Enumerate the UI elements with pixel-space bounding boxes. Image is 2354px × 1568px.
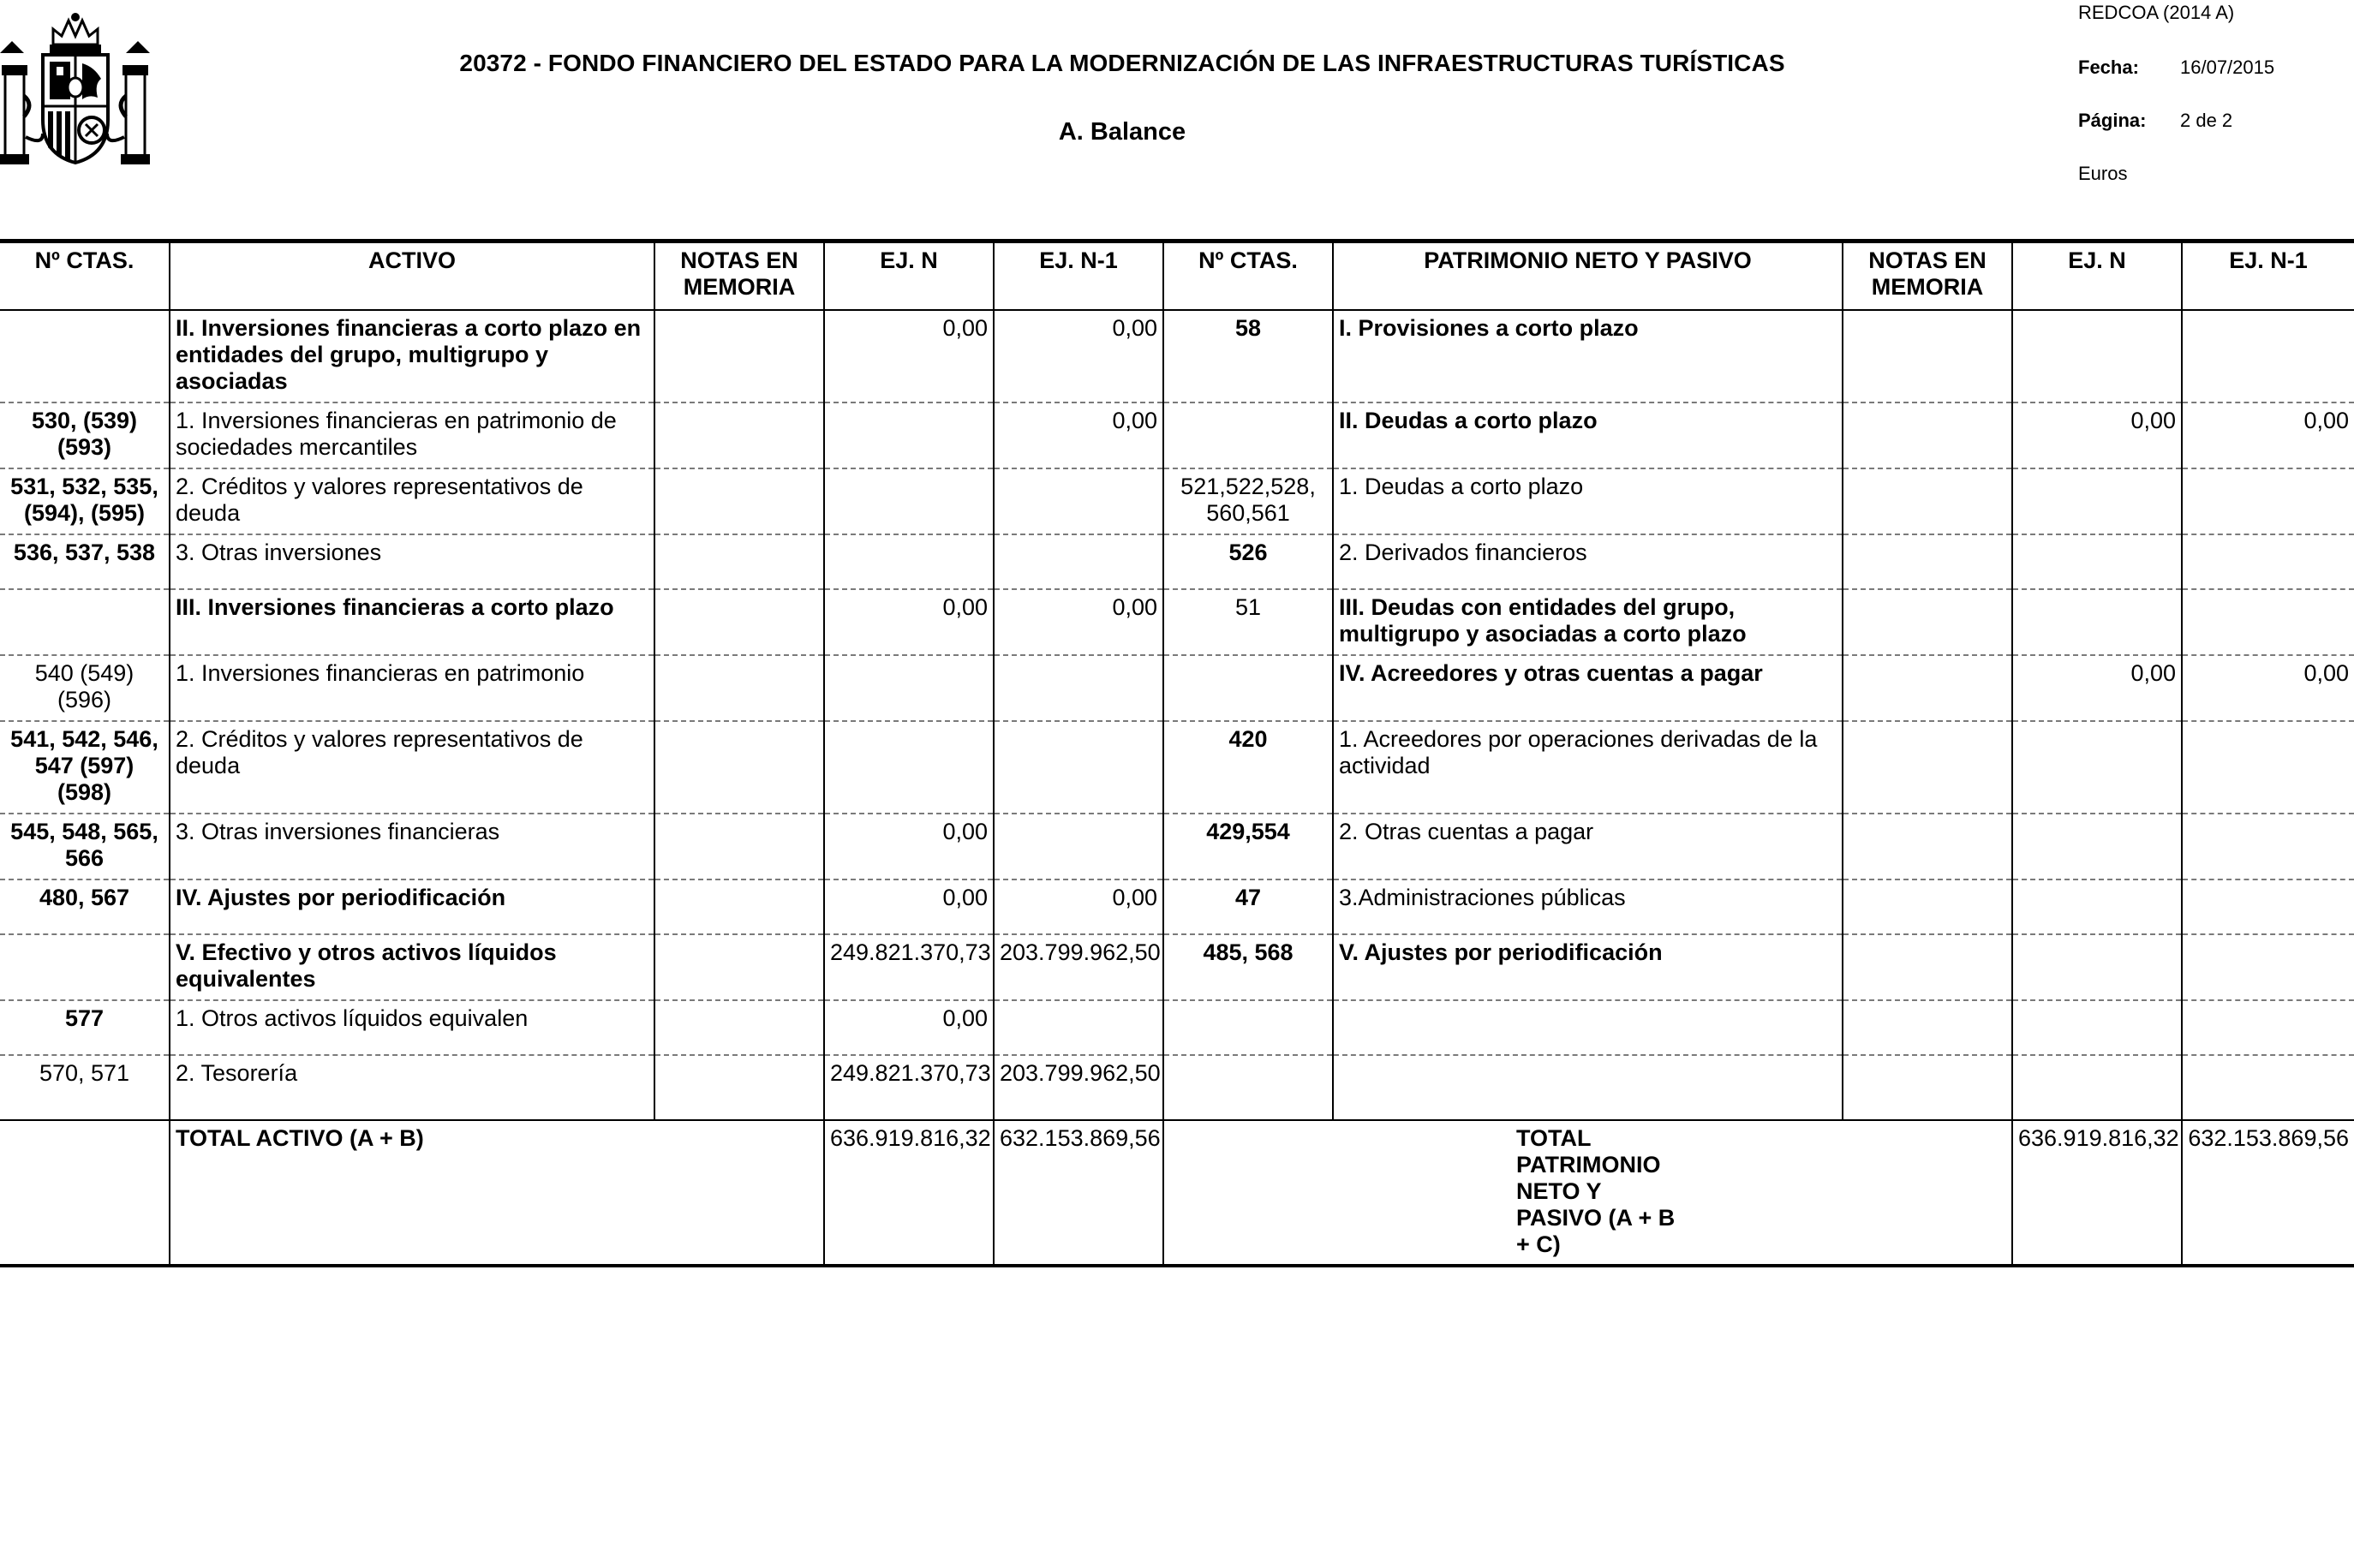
liability-concept-cell: 2. Otras cuentas a pagar	[1333, 814, 1843, 879]
amount-current-cell: 0,00	[2012, 402, 2182, 468]
amount-prior-cell: 203.799.962,50	[994, 934, 1163, 1000]
amount-prior-cell: 0,00	[994, 402, 1163, 468]
account-codes-cell: 531, 532, 535, (594), (595)	[0, 468, 170, 534]
account-codes-cell: 47	[1163, 879, 1333, 934]
account-codes-cell	[0, 589, 170, 655]
page-header	[0, 0, 2354, 240]
asset-concept-cell: 1. Inversiones financieras en patrimonio	[170, 655, 654, 721]
amount-prior-cell	[2182, 879, 2354, 934]
notes-cell	[654, 655, 824, 721]
notes-cell	[1843, 534, 2012, 589]
notes-cell	[1843, 814, 2012, 879]
asset-concept-cell: IV. Ajustes por periodificación	[170, 879, 654, 934]
notes-cell	[1843, 402, 2012, 468]
asset-concept-cell: III. Inversiones financieras a corto plazo	[170, 589, 654, 655]
amount-current-cell	[2012, 814, 2182, 879]
total-activo-label: TOTAL ACTIVO (A + B)	[170, 1120, 824, 1267]
account-codes-cell: 521,522,528, 560,561	[1163, 468, 1333, 534]
page-label: Página:	[2078, 110, 2147, 131]
account-codes-cell	[0, 934, 170, 1000]
asset-concept-cell: 3. Otras inversiones	[170, 534, 654, 589]
account-codes-cell	[1163, 1055, 1333, 1120]
notes-cell	[654, 879, 824, 934]
asset-concept-cell: II. Inversiones financieras a corto plazo en entidades del grupo, multigrupo y asociadas	[170, 310, 654, 402]
table-row	[0, 310, 2354, 402]
account-codes-cell: 51	[1163, 589, 1333, 655]
notes-cell	[1843, 934, 2012, 1000]
account-codes-cell	[1163, 1000, 1333, 1055]
table-row	[0, 402, 2354, 468]
amount-current-cell	[2012, 534, 2182, 589]
amount-current-cell	[2012, 1055, 2182, 1120]
notes-cell	[654, 814, 824, 879]
totals-row	[0, 1120, 2354, 1267]
amount-prior-cell	[2182, 589, 2354, 655]
account-codes-cell: 58	[1163, 310, 1333, 402]
asset-concept-cell: V. Efectivo y otros activos líquidos equivalentes	[170, 934, 654, 1000]
amount-current-cell	[2012, 589, 2182, 655]
amount-prior-cell	[2182, 934, 2354, 1000]
table-row	[0, 468, 2354, 534]
column-header-ctas-left: Nº CTAS.	[0, 243, 170, 310]
total-activo-prior: 632.153.869,56	[994, 1120, 1163, 1267]
notes-cell	[654, 534, 824, 589]
account-codes-cell: 540 (549) (596)	[0, 655, 170, 721]
account-codes-cell: 420	[1163, 721, 1333, 814]
amount-current-cell	[2012, 468, 2182, 534]
column-header-notas-right: NOTAS EN MEMORIA	[1843, 243, 2012, 310]
liability-concept-cell: I. Provisiones a corto plazo	[1333, 310, 1843, 402]
amount-current-cell	[2012, 879, 2182, 934]
amount-prior-cell: 203.799.962,50	[994, 1055, 1163, 1120]
amount-prior-cell	[994, 814, 1163, 879]
account-codes-cell: 541, 542, 546, 547 (597) (598)	[0, 721, 170, 814]
account-codes-cell: 536, 537, 538	[0, 534, 170, 589]
column-header-notas-left: NOTAS EN MEMORIA	[654, 243, 824, 310]
document-subtitle: A. Balance	[1058, 118, 1186, 146]
amount-prior-cell	[2182, 534, 2354, 589]
notes-cell	[1843, 879, 2012, 934]
amount-prior-cell	[2182, 1000, 2354, 1055]
asset-concept-cell: 2. Créditos y valores representativos de deuda	[170, 468, 654, 534]
liability-concept-cell: II. Deudas a corto plazo	[1333, 402, 1843, 468]
liability-concept-cell: IV. Acreedores y otras cuentas a pagar	[1333, 655, 1843, 721]
liability-concept-cell	[1333, 1055, 1843, 1120]
account-codes-cell: 570, 571	[0, 1055, 170, 1120]
liability-concept-cell	[1333, 1000, 1843, 1055]
table-row	[0, 879, 2354, 934]
amount-prior-cell	[2182, 468, 2354, 534]
notes-cell	[1843, 1055, 2012, 1120]
account-codes-cell: 429,554	[1163, 814, 1333, 879]
amount-prior-cell	[994, 534, 1163, 589]
amount-prior-cell: 0,00	[2182, 655, 2354, 721]
report-code: REDCOA (2014 A)	[2078, 2, 2235, 23]
total-activo-current: 636.919.816,32	[824, 1120, 994, 1267]
column-header-ctas-right: Nº CTAS.	[1163, 243, 1333, 310]
column-header-activo: ACTIVO	[170, 243, 654, 310]
liability-concept-cell: 2. Derivados financieros	[1333, 534, 1843, 589]
amount-prior-cell	[994, 468, 1163, 534]
liability-concept-cell: 1. Deudas a corto plazo	[1333, 468, 1843, 534]
notes-cell	[654, 589, 824, 655]
amount-current-cell: 0,00	[2012, 655, 2182, 721]
amount-prior-cell	[2182, 310, 2354, 402]
notes-cell	[654, 310, 824, 402]
amount-current-cell: 0,00	[824, 310, 994, 402]
liability-concept-cell: III. Deudas con entidades del grupo, multigrupo y asociadas a corto plazo	[1333, 589, 1843, 655]
table-row	[0, 814, 2354, 879]
asset-concept-cell: 1. Inversiones financieras en patrimonio de sociedades mercantiles	[170, 402, 654, 468]
table-row	[0, 534, 2354, 589]
amount-current-cell	[824, 468, 994, 534]
notes-cell	[1843, 1000, 2012, 1055]
notes-cell	[654, 402, 824, 468]
table-row	[0, 721, 2354, 814]
amount-current-cell	[2012, 310, 2182, 402]
notes-cell	[1843, 721, 2012, 814]
amount-current-cell	[824, 721, 994, 814]
amount-current-cell: 0,00	[824, 879, 994, 934]
column-header-ej-n1-right: EJ. N-1	[2182, 243, 2354, 310]
currency-label: Euros	[2078, 163, 2128, 184]
totals-blank-cell	[0, 1120, 170, 1267]
account-codes-cell: 526	[1163, 534, 1333, 589]
asset-concept-cell: 2. Tesorería	[170, 1055, 654, 1120]
amount-current-cell	[2012, 934, 2182, 1000]
account-codes-cell: 577	[0, 1000, 170, 1055]
amount-prior-cell	[994, 1000, 1163, 1055]
account-codes-cell	[1163, 655, 1333, 721]
table-header-row	[0, 243, 2354, 310]
notes-cell	[654, 721, 824, 814]
amount-current-cell: 0,00	[824, 589, 994, 655]
amount-prior-cell	[2182, 814, 2354, 879]
column-header-ej-n-left: EJ. N	[824, 243, 994, 310]
amount-prior-cell	[994, 655, 1163, 721]
page-number: 2 de 2	[2180, 110, 2233, 131]
date-label: Fecha:	[2078, 57, 2139, 78]
notes-cell	[654, 934, 824, 1000]
notes-cell	[654, 1055, 824, 1120]
amount-current-cell: 249.821.370,73	[824, 1055, 994, 1120]
amount-prior-cell	[994, 721, 1163, 814]
table-row	[0, 589, 2354, 655]
amount-current-cell	[2012, 1000, 2182, 1055]
notes-cell	[1843, 468, 2012, 534]
document-title: 20372 - FONDO FINANCIERO DEL ESTADO PARA LA MODERNIZACIÓN DE LAS INFRAESTRUCTURAS TURÍSTICAS	[459, 50, 1785, 76]
account-codes-cell	[0, 310, 170, 402]
asset-concept-cell: 3. Otras inversiones financieras	[170, 814, 654, 879]
bottom-rule	[0, 1264, 2354, 1266]
amount-prior-cell: 0,00	[994, 879, 1163, 934]
notes-cell	[1843, 589, 2012, 655]
account-codes-cell: 485, 568	[1163, 934, 1333, 1000]
amount-prior-cell	[2182, 721, 2354, 814]
amount-current-cell: 249.821.370,73	[824, 934, 994, 1000]
asset-concept-cell: 2. Créditos y valores representativos de deuda	[170, 721, 654, 814]
amount-prior-cell: 0,00	[2182, 402, 2354, 468]
asset-concept-cell: 1. Otros activos líquidos equivalen	[170, 1000, 654, 1055]
total-pasivo-current: 636.919.816,32	[2012, 1120, 2182, 1267]
liability-concept-cell: 3.Administraciones públicas	[1333, 879, 1843, 934]
notes-cell	[1843, 655, 2012, 721]
amount-prior-cell: 0,00	[994, 589, 1163, 655]
date-value: 16/07/2015	[2180, 57, 2275, 78]
column-header-ej-n-right: EJ. N	[2012, 243, 2182, 310]
amount-current-cell: 0,00	[824, 814, 994, 879]
amount-prior-cell: 0,00	[994, 310, 1163, 402]
amount-current-cell	[824, 402, 994, 468]
amount-current-cell	[824, 655, 994, 721]
amount-current-cell	[824, 534, 994, 589]
liability-concept-cell: V. Ajustes por periodificación	[1333, 934, 1843, 1000]
amount-prior-cell	[2182, 1055, 2354, 1120]
liability-concept-cell: 1. Acreedores por operaciones derivadas de la actividad	[1333, 721, 1843, 814]
total-pasivo-label: TOTAL PATRIMONIO NETO Y PASIVO (A + B + C)	[1516, 1125, 1676, 1257]
table-row	[0, 655, 2354, 721]
total-pasivo-cell	[1163, 1120, 2012, 1267]
account-codes-cell: 545, 548, 565, 566	[0, 814, 170, 879]
total-pasivo-prior: 632.153.869,56	[2182, 1120, 2354, 1267]
column-header-pasivo: PATRIMONIO NETO Y PASIVO	[1333, 243, 1843, 310]
notes-cell	[654, 468, 824, 534]
account-codes-cell: 530, (539) (593)	[0, 402, 170, 468]
table-row	[0, 934, 2354, 1000]
column-header-ej-n1-left: EJ. N-1	[994, 243, 1163, 310]
notes-cell	[654, 1000, 824, 1055]
coat-of-arms-logo	[0, 10, 150, 170]
amount-current-cell: 0,00	[824, 1000, 994, 1055]
table-row	[0, 1000, 2354, 1055]
notes-cell	[1843, 310, 2012, 402]
amount-current-cell	[2012, 721, 2182, 814]
account-codes-cell: 480, 567	[0, 879, 170, 934]
account-codes-cell	[1163, 402, 1333, 468]
balance-table	[0, 243, 2354, 1267]
table-row	[0, 1055, 2354, 1120]
